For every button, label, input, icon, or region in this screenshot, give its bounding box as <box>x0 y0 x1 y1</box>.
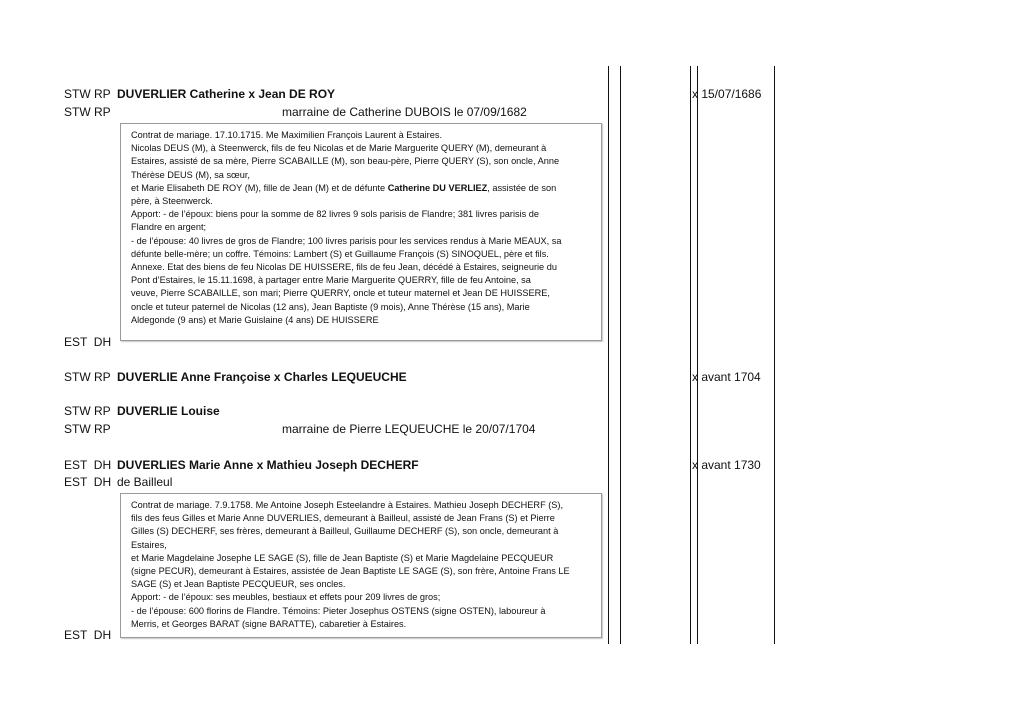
note-line: défunte belle-mère; un coffre. Témoins: Lambert (S) et Guillaume François (S) SINOQUEL, père et fils. <box>131 248 549 259</box>
note-line: Aldegonde (9 ans) et Marie Guislaine (4 ans) DE HUISSERE <box>131 314 379 325</box>
entry-name: DUVERLIE Anne Françoise x Charles LEQUEUCHE <box>117 370 407 384</box>
note-line: (signe PECUR), demeurant à Estaires, assistée de Jean Baptiste LE SAGE (S), son frère, Antoine Frans LE <box>131 566 570 577</box>
note-line: Thérèse DEUS (M), sa sœur, <box>131 169 250 180</box>
note-line: Contrat de mariage. 17.10.1715. Me Maximilien François Laurent à Estaires. <box>131 130 442 140</box>
entry-date: x 15/07/1686 <box>692 87 762 101</box>
note-line: Gilles (S) DECHERF, ses frères, demeurant à Bailleul, Guillaume DECHERF (S), son oncle, demeurant à <box>131 526 559 537</box>
column-rule-1 <box>608 66 609 644</box>
entry-name: DUVERLIE Louise <box>117 404 220 418</box>
note-line: Contrat de mariage. 7.9.1758. Me Antoine Joseph Esteelandre à Estaires. Mathieu Joseph DECHERF (S), <box>131 500 564 510</box>
source-code: EST DH <box>64 628 112 642</box>
note-line: Flandre en argent; <box>131 222 207 233</box>
source-code: STW RP <box>64 105 111 119</box>
note-line: Annexe. Etat des biens de feu Nicolas DE HUISSERE, fils de feu Jean, décédé à Estaires, seigneurie du <box>131 262 557 273</box>
source-code: EST DH <box>64 458 112 472</box>
note-line: père, à Steenwerck. <box>131 196 213 207</box>
column-rule-3 <box>690 66 691 644</box>
note-line: - de l’épouse: 600 florins de Flandre. Témoins: Pieter Josephus OSTENS (signe OSTEN), laboureur à <box>131 605 546 616</box>
source-code: STW RP <box>64 370 111 384</box>
note-line: Apport: - de l’époux: ses meubles, bestiaux et effets pour 209 livres de gros; <box>131 592 441 603</box>
entry-name: DUVERLIES Marie Anne x Mathieu Joseph DECHERF <box>117 458 419 472</box>
note-line: SAGE (S) et Jean Baptiste PECQUEUR, ses oncles. <box>131 579 346 590</box>
contract-note-box <box>120 123 602 341</box>
source-code: EST DH <box>64 475 112 489</box>
entry-name: DUVERLIER Catherine x Jean DE ROY <box>117 87 336 101</box>
source-code: STW RP <box>64 422 111 436</box>
source-code: STW RP <box>64 404 111 418</box>
entry-note: marraine de Pierre LEQUEUCHE le 20/07/1704 <box>282 422 536 436</box>
entry-note: de Bailleul <box>117 475 173 489</box>
note-line: Estaires, assisté de sa mère, Pierre SCABAILLE (M), son beau-père, Pierre QUERY (S), son oncle, Anne <box>131 156 560 167</box>
note-line: Merris, et Georges BARAT (signe BARATTE), cabaretier à Estaires. <box>131 618 407 629</box>
note-line: - de l’épouse: 40 livres de gros de Flandre; 100 livres parisis pour les services rendus à Marie MEAUX, sa <box>131 235 562 246</box>
note-line <box>131 182 593 195</box>
entry-date: x avant 1730 <box>692 458 761 472</box>
note-line: et Marie Magdelaine Josephe LE SAGE (S), fille de Jean Baptiste (S) et Marie Magdelaine PECQUEUR <box>131 552 554 563</box>
note-line: Apport: - de l’époux: biens pour la somme de 82 livres 9 sols parisis de Flandre; 381 livres parisis de <box>131 209 540 220</box>
note-highlight: Catherine DU VERLIEZ <box>387 182 488 193</box>
column-rule-2 <box>620 66 621 644</box>
entry-note: marraine de Catherine DUBOIS le 07/09/1682 <box>282 105 527 119</box>
source-code: EST DH <box>64 335 112 349</box>
column-rule-5 <box>774 66 775 644</box>
note-line: fils des feus Gilles et Marie Anne DUVERLIES, demeurant à Bailleul, assisté de Jean Frans (S) et Pierre <box>131 513 555 524</box>
note-text: et Marie Elisabeth DE ROY (M), fille de Jean (M) et de défunte <box>131 182 388 193</box>
contract-note-box <box>120 493 602 638</box>
note-line: Estaires, <box>131 539 167 550</box>
note-line: oncle et tuteur paternel de Nicolas (12 ans), Jean Baptiste (9 mois), Anne Thérèse (15 ans), Marie <box>131 301 530 312</box>
note-line: veuve, Pierre SCABAILLE, son mari; Pierre QUERRY, oncle et tuteur maternel et Jean DE HUISSERE, <box>131 288 550 299</box>
column-rule-4 <box>697 66 698 644</box>
source-code: STW RP <box>64 87 111 101</box>
note-text: , assistée de son <box>487 182 557 193</box>
note-line: Nicolas DEUS (M), à Steenwerck, fils de feu Nicolas et de Marie Marguerite QUERY (M), demeurant à <box>131 143 547 154</box>
note-line: Pont d’Estaires, le 15.11.1698, à partager entre Marie Marguerite QUERRY, fille de feu Antoine, sa <box>131 275 531 286</box>
entry-date: x avant 1704 <box>692 370 761 384</box>
